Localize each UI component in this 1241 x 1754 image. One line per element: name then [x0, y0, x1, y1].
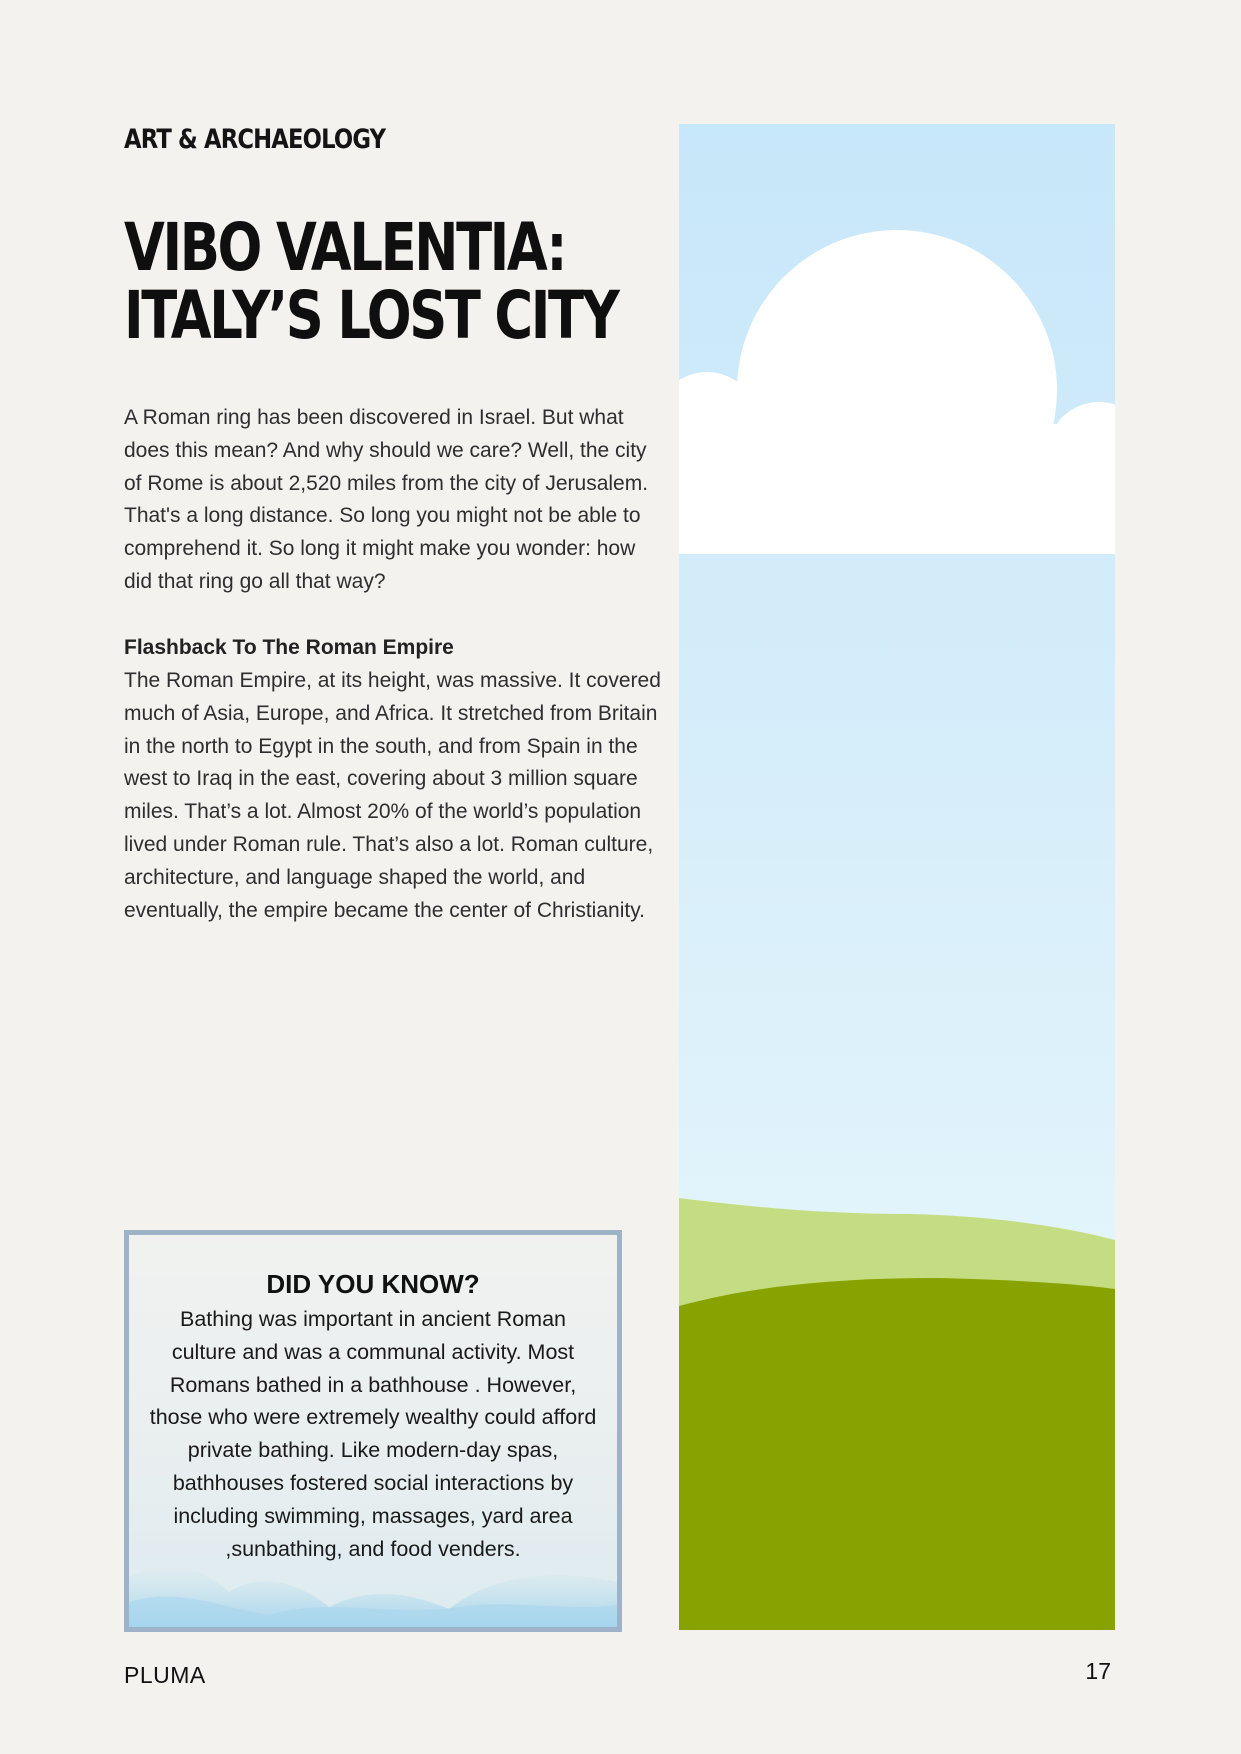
hill-dark [679, 1278, 1115, 1630]
did-you-know-text: Bathing was important in ancient Roman culture and was a communal activity. Most Romans bathed in a bathhouse . However, those who were extremely wealthy could afford private bathing. Like modern-day spas, bathhouses fostered social interactions by including swimming, massages, yard area ,sunbathing, and food venders. [149, 1307, 597, 1561]
landscape-image [679, 124, 1115, 1630]
headline [124, 209, 618, 354]
sky-landscape-illustration [679, 124, 1115, 1630]
intro-paragraph: A Roman ring has been discovered in Israel. But what does this mean? And why should we care? Well, the city of Rome is about 2,520 miles from the city of Jerusalem. That's a long distance. So long you might not be able to comprehend it. So long it might make you wonder: how did that ring go all that way? [124, 406, 649, 593]
headline-line-1: VIBO VALENTIA: [124, 209, 566, 286]
section-label: ART & ARCHAEOLOGY [124, 124, 386, 155]
article-subhead: Flashback To The Roman Empire [124, 636, 454, 659]
article-body: The Roman Empire, at its height, was massive. It covered much of Asia, Europe, and Africa. It stretched from Britain in the north to Egypt in the south, and from Spain in the west to Iraq in the east, covering about 3 million square miles. That’s a lot. Almost 20% of the world’s population lived under Roman rule. That’s also a lot. Roman culture, architecture, and language shaped the world, and eventually, the empire became the center of Christianity. [124, 669, 661, 922]
page-number: 17 [1085, 1658, 1111, 1684]
headline-line-2: ITALY’S LOST CITY [124, 277, 618, 354]
did-you-know-box [124, 1230, 622, 1632]
did-you-know-title: DID YOU KNOW? [266, 1269, 480, 1299]
footer-brand: PLUMA [124, 1662, 206, 1688]
